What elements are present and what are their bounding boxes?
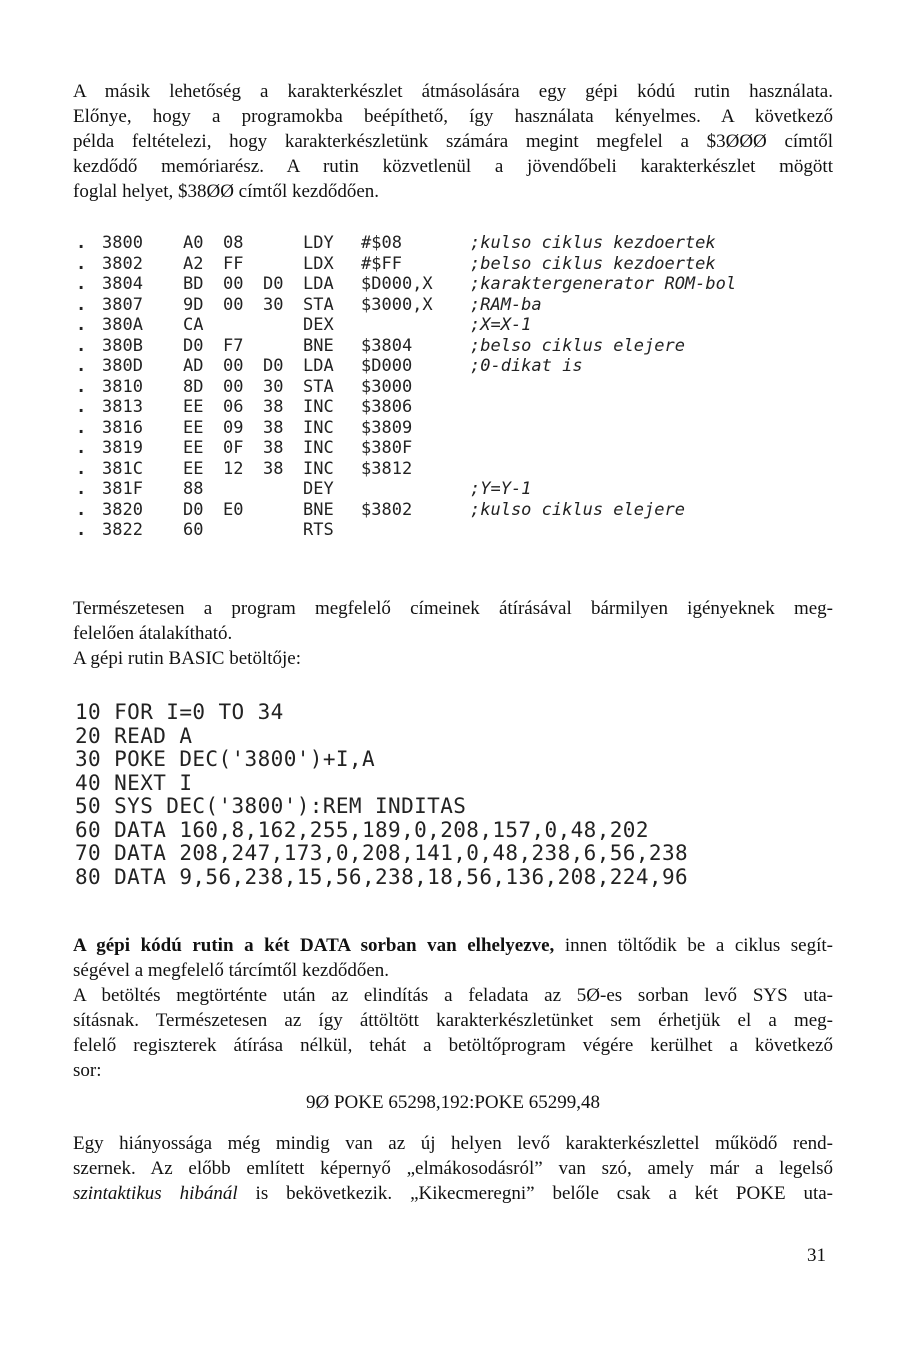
explanation-paragraph (73, 933, 833, 1115)
mnemonic-cell: LDY (303, 233, 334, 253)
operand-byte: 09 (223, 417, 244, 438)
operand-byte: 00 (223, 356, 244, 376)
comment-cell: ;X=X-1 (470, 315, 532, 335)
intro-line: példa feltételezi, hogy karakterkészletünk számára megint megfelel a $3ØØØ címtől (73, 131, 833, 152)
mnemonic-cell: LDA (303, 274, 334, 294)
mnemonic-cell: INC (303, 458, 334, 479)
operand-cell: $3804 (361, 335, 413, 356)
operand-byte: 00 (223, 376, 244, 397)
intro-line: A másik lehetőség a karakterkészlet átmásolására egy gépi kódú rutin használata. (73, 81, 833, 102)
opcode-byte: 9D (183, 294, 204, 315)
address-cell: 3819 (102, 438, 143, 458)
comment-cell: ;kulso ciklus kezdoertek (470, 233, 716, 253)
basic-listing (75, 701, 688, 889)
operand-byte: 00 (223, 274, 244, 294)
monitor-dot: . (76, 294, 87, 315)
operand-byte: 30 (263, 376, 284, 397)
address-cell: 381C (102, 458, 143, 479)
text-line (73, 1181, 833, 1206)
mnemonic-cell: DEX (303, 315, 334, 335)
basic-line: 10 FOR I=0 TO 34 (75, 700, 284, 724)
operand-byte: F7 (223, 335, 244, 356)
operand-byte: 38 (263, 458, 284, 479)
operand-cell: $380F (361, 438, 413, 458)
text-line: Egy hiányossága még mindig van az új helyen levő karakterkészlettel működő rend- (73, 1133, 833, 1154)
monitor-dot: . (76, 417, 87, 438)
operand-byte: FF (223, 253, 244, 274)
operand-cell: $3000,X (361, 294, 433, 315)
text-line: Természetesen a program megfelelő címeinek átírásával bármilyen igényeknek meg- (73, 598, 833, 619)
opcode-byte: 88 (183, 479, 204, 499)
opcode-byte: D0 (183, 499, 204, 520)
monitor-dot: . (76, 356, 87, 376)
comment-cell: ;belso ciklus kezdoertek (470, 253, 716, 274)
text-fragment: innen töltődik be a ciklus segít- (554, 935, 833, 956)
comment-cell: ;RAM-ba (470, 294, 542, 315)
intro-line: foglal helyet, $38ØØ címtől kezdődően. (73, 181, 380, 202)
after-listing-paragraph (73, 596, 833, 671)
operand-byte: 00 (223, 294, 244, 315)
opcode-byte: D0 (183, 335, 204, 356)
text-line: ségével a megfelelő tárcímtől kezdődően. (73, 960, 390, 981)
address-cell: 3816 (102, 417, 143, 438)
opcode-byte: A2 (183, 253, 204, 274)
comment-cell: ;karaktergenerator ROM-bol (470, 274, 737, 294)
operand-byte: 38 (263, 438, 284, 458)
address-cell: 380A (102, 315, 143, 335)
operand-cell: $3000 (361, 376, 413, 397)
opcode-byte: 60 (183, 520, 204, 540)
operand-byte: 38 (263, 417, 284, 438)
comment-cell: ;Y=Y-1 (470, 479, 532, 499)
opcode-byte: 8D (183, 376, 204, 397)
monitor-dot: . (76, 520, 87, 540)
bold-emphasis: A gépi kódú rutin a két DATA sorban van elhelyezve, (73, 935, 555, 956)
operand-cell: $3802 (361, 499, 413, 520)
mnemonic-cell: STA (303, 294, 334, 315)
operand-byte: D0 (263, 356, 284, 376)
address-cell: 3804 (102, 274, 143, 294)
opcode-byte: EE (183, 397, 204, 417)
basic-line: 20 READ A (75, 723, 193, 748)
mnemonic-cell: LDX (303, 253, 334, 274)
basic-line: 40 NEXT I (75, 770, 193, 795)
operand-byte: 38 (263, 397, 284, 417)
operand-cell: #$FF (361, 253, 402, 274)
text-line: szernek. Az előbb említett képernyő „elmákosodásról” van szó, amely már a legelső (73, 1158, 833, 1179)
monitor-dot: . (76, 458, 87, 479)
basic-line: 60 DATA 160,8,162,255,189,0,208,157,0,48,202 (75, 817, 649, 842)
mnemonic-cell: LDA (303, 356, 334, 376)
text-line: felelően átalakítható. (73, 623, 233, 644)
operand-byte: 06 (223, 397, 244, 417)
monitor-dot: . (76, 274, 87, 294)
monitor-dot: . (76, 253, 87, 274)
operand-cell: #$08 (361, 233, 402, 253)
monitor-dot: . (76, 479, 87, 499)
page-number: 31 (807, 1245, 826, 1266)
basic-line: 50 SYS DEC('3800'):REM INDITAS (75, 794, 467, 818)
operand-byte: D0 (263, 274, 284, 294)
text-fragment: is bekövetkezik. „Kikecmeregni” belőle csak a két POKE uta- (237, 1183, 833, 1204)
comment-cell: ;0-dikat is (470, 356, 583, 376)
address-cell: 3810 (102, 376, 143, 397)
monitor-dot: . (76, 499, 87, 520)
operand-byte: E0 (223, 499, 244, 520)
address-cell: 3820 (102, 499, 143, 520)
mnemonic-cell: RTS (303, 520, 334, 540)
operand-byte: 08 (223, 233, 244, 253)
monitor-dot: . (76, 376, 87, 397)
comment-cell: ;kulso ciklus elejere (470, 499, 685, 520)
operand-cell: $3812 (361, 458, 413, 479)
monitor-dot: . (76, 438, 87, 458)
mnemonic-cell: BNE (303, 499, 334, 520)
intro-line: kezdődő memóriarész. A rutin közvetlenül a jövendőbeli karakterkészlet mögött (73, 156, 833, 177)
address-cell: 380B (102, 335, 143, 356)
opcode-byte: EE (183, 417, 204, 438)
text-line: sításnak. Természetesen az így áttöltött karakterkészletünket sem érhetjük el a meg- (73, 1010, 833, 1031)
italic-emphasis: szintaktikus hibánál (73, 1183, 238, 1204)
operand-byte: 30 (263, 294, 284, 315)
final-paragraph (73, 1131, 833, 1206)
address-cell: 3813 (102, 397, 143, 417)
operand-cell: $D000 (361, 356, 413, 376)
intro-paragraph (73, 79, 833, 204)
basic-line: 30 POKE DEC('3800')+I,A (75, 747, 375, 771)
operand-cell: $3806 (361, 397, 413, 417)
basic-line: 70 DATA 208,247,173,0,208,141,0,48,238,6,56,238 (75, 841, 689, 865)
address-cell: 380D (102, 356, 143, 376)
opcode-byte: AD (183, 356, 204, 376)
text-line: felelő regiszterek átírása nélkül, tehát a betöltőprogram végére kerülhet a következő (73, 1035, 833, 1056)
monitor-dot: . (76, 335, 87, 356)
address-cell: 3807 (102, 294, 143, 315)
opcode-byte: BD (183, 274, 204, 294)
mnemonic-cell: INC (303, 417, 334, 438)
address-cell: 3800 (102, 233, 143, 253)
mnemonic-cell: DEY (303, 479, 334, 499)
mnemonic-cell: INC (303, 397, 334, 417)
mnemonic-cell: INC (303, 438, 334, 458)
opcode-byte: CA (183, 315, 204, 335)
address-cell: 3802 (102, 253, 143, 274)
text-line (73, 933, 833, 958)
operand-cell: $3809 (361, 417, 413, 438)
opcode-byte: A0 (183, 233, 204, 253)
poke-line: 9Ø POKE 65298,192:POKE 65299,48 (306, 1092, 600, 1113)
operand-byte: 0F (223, 438, 244, 458)
mnemonic-cell: BNE (303, 335, 334, 356)
opcode-byte: EE (183, 438, 204, 458)
mnemonic-cell: STA (303, 376, 334, 397)
operand-byte: 12 (223, 458, 244, 479)
monitor-dot: . (76, 315, 87, 335)
address-cell: 381F (102, 479, 143, 499)
monitor-dot: . (76, 233, 87, 253)
address-cell: 3822 (102, 520, 143, 540)
opcode-byte: EE (183, 458, 204, 479)
text-line: A betöltés megtörténte után az elindítás a feladata az 5Ø-es sorban levő SYS uta- (73, 985, 833, 1006)
comment-cell: ;belso ciklus elejere (470, 335, 685, 356)
monitor-dot: . (76, 397, 87, 417)
intro-line: Előnye, hogy a programokba beépíthető, így használata kényelmes. A következő (73, 106, 833, 127)
basic-line: 80 DATA 9,56,238,15,56,238,18,56,136,208,224,96 (75, 864, 689, 889)
text-line: sor: (73, 1060, 102, 1081)
loader-heading: A gépi rutin BASIC betöltője: (73, 648, 301, 669)
operand-cell: $D000,X (361, 274, 433, 294)
